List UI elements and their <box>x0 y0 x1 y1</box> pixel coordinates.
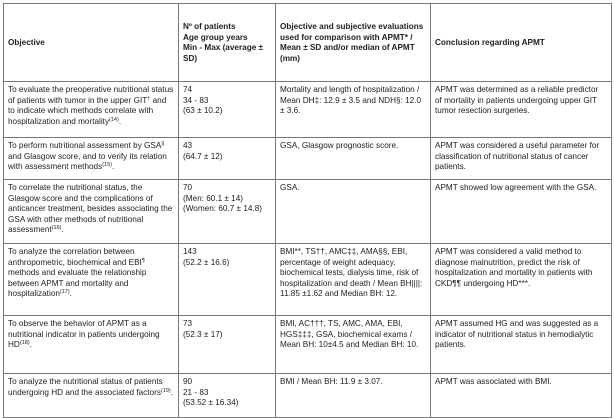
reference-mark: (17) <box>59 289 70 295</box>
patients-count: 70 <box>183 183 193 192</box>
header-row <box>4 4 612 82</box>
footnote-mark: || <box>161 141 165 147</box>
conclusion-cell: APMT was associated with BMI. <box>431 374 612 418</box>
table-row <box>4 180 612 244</box>
patients-age-mean: (52.3 ± 17) <box>183 329 223 339</box>
patients-age-mean: (63 ± 10.2) <box>183 106 223 115</box>
patients-cell <box>179 374 276 418</box>
patients-age-mean: (52.2 ± 16.6) <box>183 257 230 267</box>
conclusion-cell: APMT was determined as a reliable predictor of mortality in patients undergoing upper GIT tumor resection surgeries. <box>431 82 612 138</box>
conclusion-cell: APMT was considered a valid method to diagnose malnutrition, predict the risk of hospitalization and mortality in patients with CKD¶¶ undergoing HD***. <box>431 244 612 316</box>
objective-cell <box>4 138 179 180</box>
objective-text: To correlate the nutritional status, the Glasgow score and the complications of anticancer treatment, besides associating the GSA with other methods of nutritional assessment <box>8 183 173 234</box>
objective-cell <box>4 374 179 418</box>
objective-text: To perform nutritional assessment by GSA <box>8 141 162 150</box>
patients-age-women: (Women: 60.7 ± 14.8) <box>183 204 262 213</box>
objective-text-cont: methods and evaluate the relationship between APMT and mortality and hospitalization <box>8 268 147 298</box>
patients-cell <box>179 180 276 244</box>
header-conclusion: Conclusion regarding APMT <box>431 4 612 82</box>
reference-mark: (19) <box>160 387 171 394</box>
patients-count: 143 <box>183 247 197 256</box>
objective-cell <box>4 82 179 138</box>
objective-text: To analyze the correlation between anthropometric, biochemical and EBI <box>8 247 142 267</box>
conclusion-cell: APMT assumed HG and was suggested as a indicator of nutritional status in hemodialytic patients. <box>431 316 612 374</box>
evaluations-cell: BMI**, TS††, AMC‡‡, AMA§§, EBI, percentage of weight adequacy, biochemical tests, dialysis time, risk of hospitalization and death / Mean BH||||: 11.85 ±1.62 and Median BH: 12. <box>276 244 431 316</box>
patients-count: 43 <box>183 141 193 150</box>
objective-text-cont: and Glasgow score, and to verify its relation with assessment methods <box>8 151 167 171</box>
objective-cell <box>4 316 179 374</box>
objective-text: To evaluate the preoperative nutritional status of patients with tumor in the upper GIT <box>8 85 174 105</box>
footnote-mark: ¶ <box>141 257 145 264</box>
table-row <box>4 244 612 316</box>
evaluations-cell: GSA. <box>276 180 431 244</box>
reference-mark: (18) <box>19 340 30 346</box>
header-patients <box>179 4 276 82</box>
table-row <box>4 82 612 138</box>
patients-age-mean: (53.52 ± 16.34) <box>183 398 239 407</box>
footnote-mark: † <box>147 95 151 102</box>
objective-end: . <box>170 387 173 397</box>
patients-cell <box>179 138 276 180</box>
patients-age-mean: (64.7 ± 12) <box>183 151 223 161</box>
table-header <box>4 4 612 82</box>
table-body <box>4 82 612 418</box>
header-objective: Objective <box>4 4 179 82</box>
objective-text-cont: and to indicate which methods correlate with hospitalization and mortality <box>8 95 167 126</box>
objective-cell <box>4 180 179 244</box>
table-row <box>4 138 612 180</box>
evaluations-cell: BMI / Mean BH: 11.9 ± 3.07. <box>276 374 431 418</box>
objective-end: . <box>111 162 115 171</box>
patients-cell <box>179 82 276 138</box>
patients-cell <box>179 244 276 316</box>
patients-count: 74 <box>183 85 193 94</box>
objective-end: . <box>61 225 64 234</box>
objective-text: To observe the behavior of APMT as a nutritional indicator in patients undergoing HD <box>8 319 160 349</box>
evaluations-cell: Mortality and length of hospitalization / Mean DH‡: 12.9 ± 3.5 and NDH§: 12.0 ± 3.6. <box>276 82 431 138</box>
table-row <box>4 316 612 374</box>
conclusion-cell: APMT was considered a useful parameter for classification of nutritional status of cancer patients. <box>431 138 612 180</box>
objective-end: . <box>69 289 72 298</box>
objective-end: . <box>118 116 122 126</box>
patients-age-men: (Men: 60.1 ± 14) <box>183 193 244 203</box>
conclusion-cell: APMT showed low agreement with the GSA. <box>431 180 612 244</box>
table-row <box>4 374 612 418</box>
patients-cell <box>179 316 276 374</box>
evaluations-cell: BMI, AC†††, TS, AMC, AMA, EBI, HGS‡‡‡, GSA, biochemical exams / Mean BH: 10±4.5 and Median BH: 10. <box>276 316 431 374</box>
patients-count: 90 <box>183 377 193 386</box>
evaluations-cell: GSA, Glasgow prognostic score. <box>276 138 431 180</box>
header-patients-line: Nº of patients <box>183 22 236 31</box>
reference-mark: (14) <box>109 116 119 123</box>
reference-mark: (16) <box>51 225 62 231</box>
header-patients-line: Min - Max (average ± SD) <box>183 43 264 63</box>
reference-mark: (15) <box>102 162 112 168</box>
objective-end: . <box>29 340 32 349</box>
patients-age-range: 34 - 83 <box>183 95 209 105</box>
patients-count: 73 <box>183 319 193 328</box>
objective-text: To analyze the nutritional status of patients undergoing HD and the associated factors <box>8 377 163 397</box>
header-evaluations: Objective and subjective evaluations used for comparison with APMT* / Mean ± SD and/or median of APMT (mm) <box>276 4 431 82</box>
studies-table <box>3 3 612 418</box>
patients-age-range: 21 - 83 <box>183 387 209 397</box>
objective-cell <box>4 244 179 316</box>
header-patients-line: Age group years <box>183 32 248 42</box>
